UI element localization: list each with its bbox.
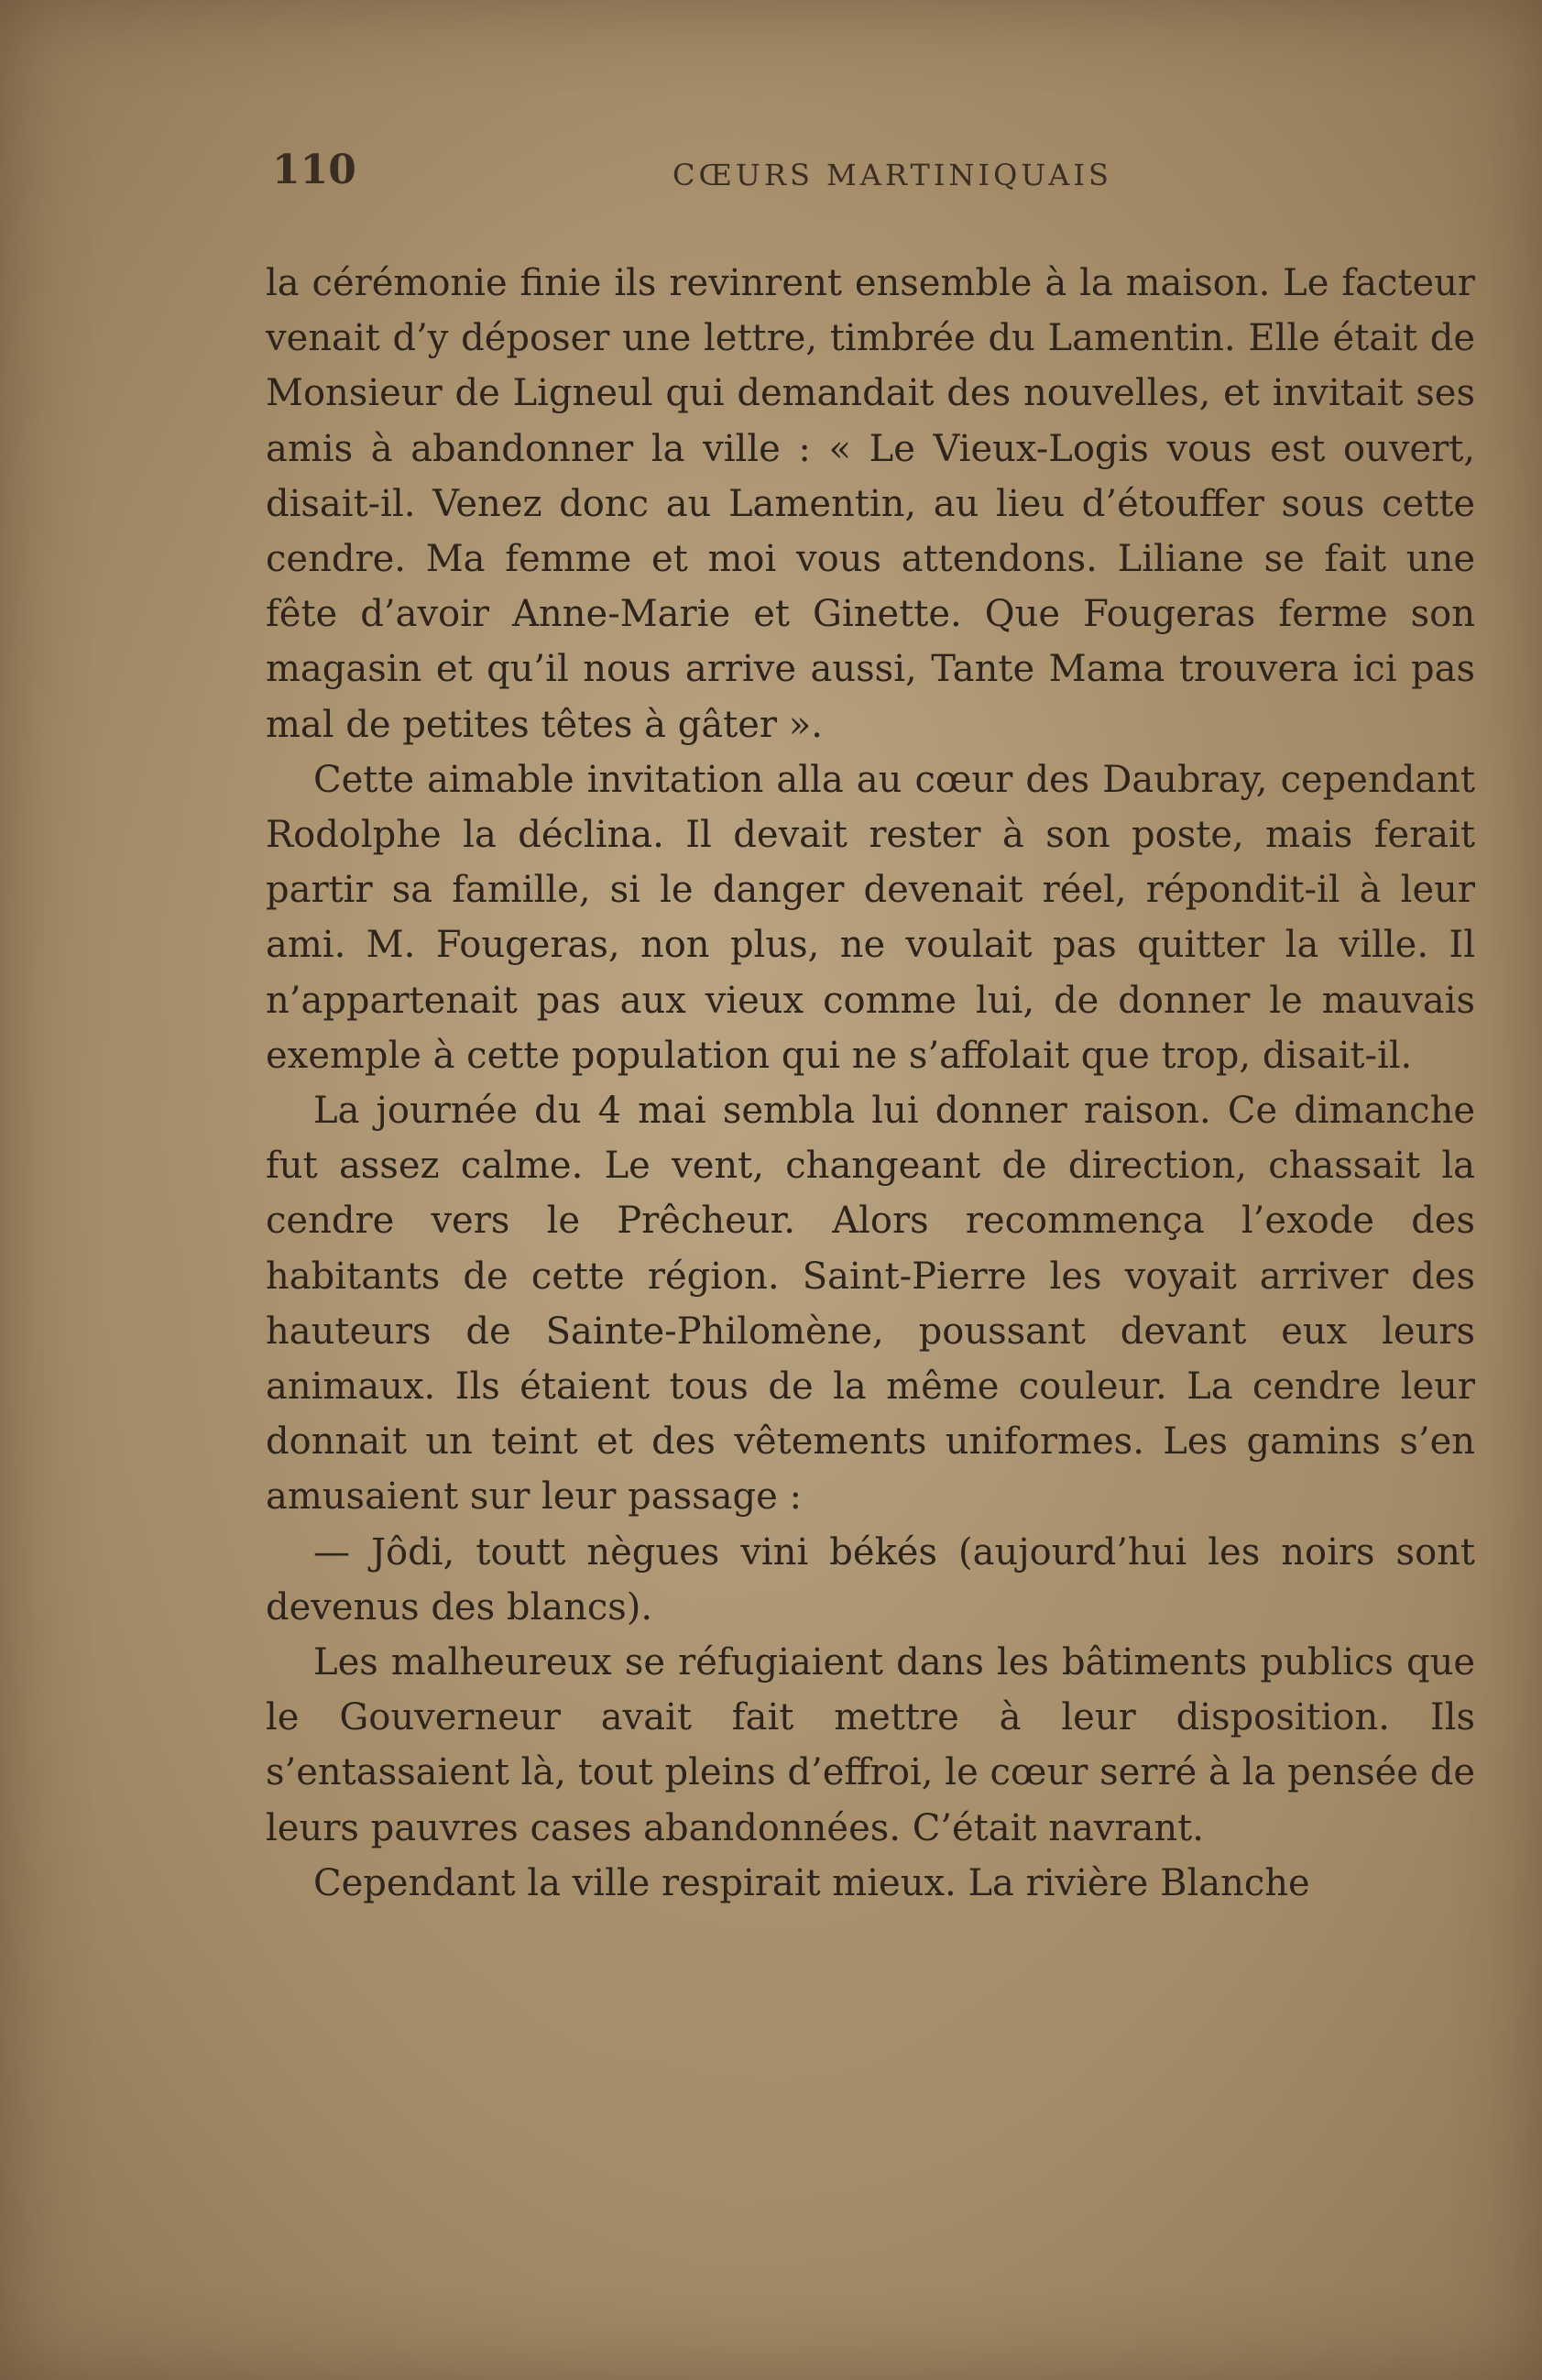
paragraph: La journée du 4 mai sembla lui donner raison. Ce dimanche fut assez calme. Le vent, changeant de direction, chassait la cendre vers le Prêcheur. Alors recommença l’exode des habitants de cette région. Saint-Pierre les voyait arriver des hauteurs de Sainte-Philomène, poussant devant eux leurs animaux. Ils étaient tous de la même couleur. La cendre leur donnait un teint et des vêtements uniformes. Les gamins s’en amusaient sur leur passage : [266, 1090, 1475, 1519]
page-number: 110 [272, 147, 356, 193]
paragraph-last: Cependant la ville respirait mieux. La rivière Blanche [313, 1861, 1310, 1904]
paragraph-continuation: la cérémonie finie ils revinrent ensemble à la maison. Le facteur venait d’y déposer une lettre, timbrée du Lamentin. Elle était de Monsieur de Ligneul qui demandait des nouvelles, et invitait ses amis à abandonner la ville : « Le Vieux-Logis vous est ouvert, disait-il. Venez donc au Lamentin, au lieu d’étouffer sous cette cendre. Ma femme et moi vous attendons. Liliane se fait une fête d’avoir Anne-Marie et Ginette. Que Fougeras ferme son magasin et qu’il nous arrive aussi, Tante Mama trouvera ici pas mal de petites têtes à gâter ». [266, 262, 1475, 746]
book-title: CŒURS MARTINIQUAIS [673, 158, 1112, 192]
paragraph: Les malheureux se réfugiaient dans les bâtiments publics que le Gouverneur avait fait mettre à leur disposition. Ils s’entassaient là, tout pleins d’effroi, le cœur serré à la pensée de leurs pauvres cases abandonnées. C’était navrant. [266, 1641, 1475, 1849]
body-text [266, 256, 1475, 1911]
paragraph: Cette aimable invitation alla au cœur des Daubray, cependant Rodolphe la déclina. Il devait rester à son poste, mais ferait partir sa famille, si le danger devenait réel, répondit-il à leur ami. M. Fougeras, non plus, ne voulait pas quitter la ville. Il n’appartenait pas aux vieux comme lui, de donner le mauvais exemple à cette population qui ne s’affolait que trop, disait-il. [266, 758, 1475, 1077]
dialogue-paragraph: — Jôdi, toutt nègues vini békés (aujourd’hui les noirs sont devenus des blancs). [266, 1530, 1475, 1629]
running-head [272, 147, 1471, 202]
